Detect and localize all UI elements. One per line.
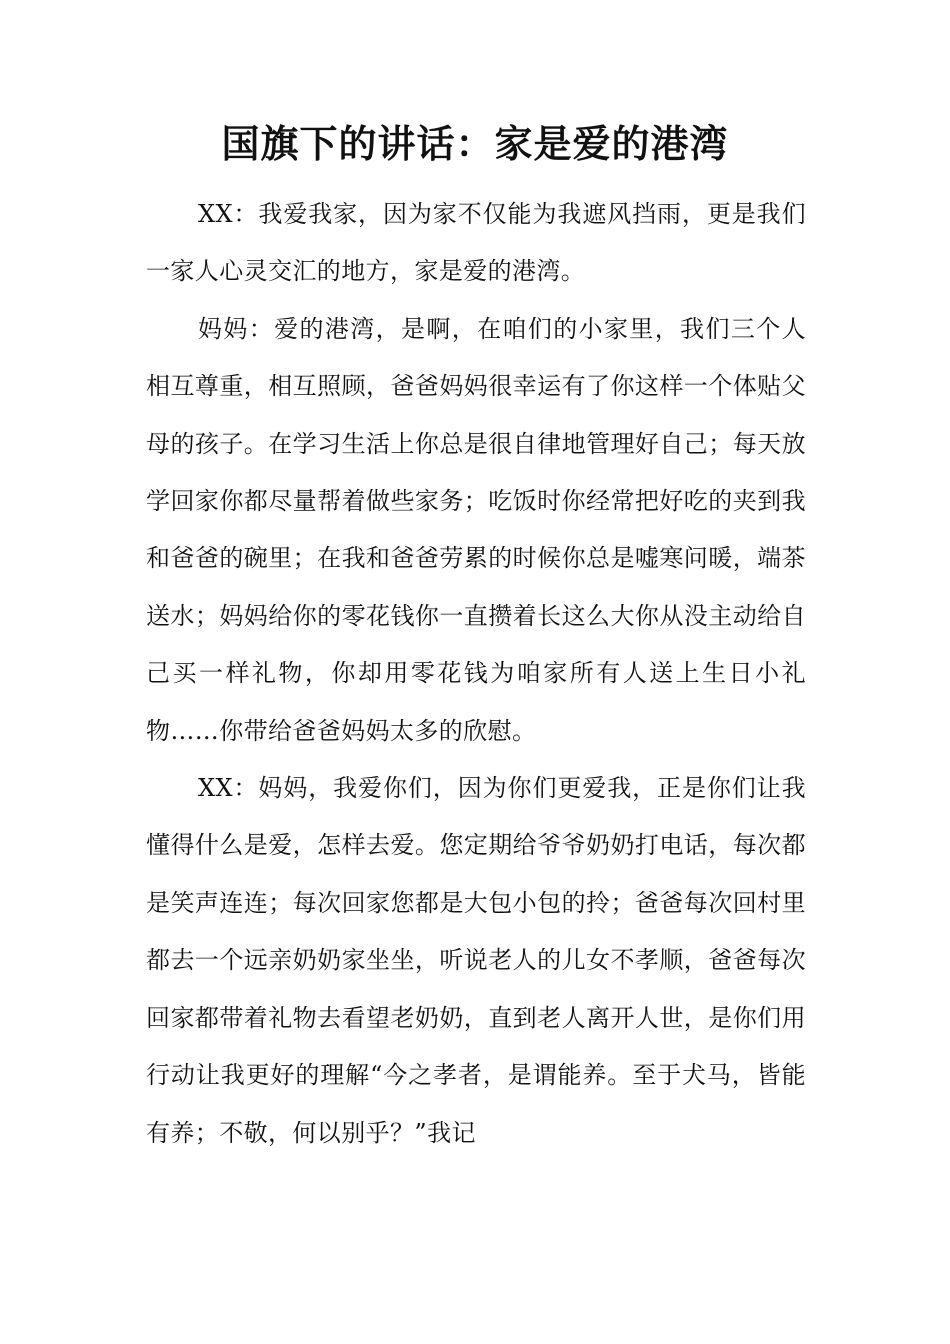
document-body	[146, 186, 806, 1162]
paragraph: XX：妈妈，我爱你们，因为你们更爱我，正是你们让我懂得什么是爱，怎样去爱。您定期给爷爷奶奶打电话，每次都是笑声连连；每次回家您都是大包小包的拎；爸爸每次回村里都去一个远亲奶奶家坐坐，听说老人的儿女不孝顺，爸爸每次回家都带着礼物去看望老奶奶，直到老人离开人世，是你们用行动让我更好的理解“今之孝者，是谓能养。至于犬马，皆能有养；不敬，何以别乎？”我记	[146, 774, 806, 1147]
document-title: 国旗下的讲话：家是爱的港湾	[221, 122, 729, 166]
paragraph: 妈妈：爱的港湾，是啊，在咱们的小家里，我们三个人相互尊重，相互照顾，爸爸妈妈很幸运有了你这样一个体贴父母的孩子。在学习生活上你总是很自律地管理好自己；每天放学回家你都尽量帮着做些家务；吃饭时你经常把好吃的夹到我和爸爸的碗里；在我和爸爸劳累的时候你总是嘘寒问暖，端茶送水；妈妈给你的零花钱你一直攒着长这么大你从没主动给自己买一样礼物，你却用零花钱为咱家所有人送上生日小礼物……你带给爸爸妈妈太多的欣慰。	[146, 314, 806, 745]
paragraph: XX：我爱我家，因为家不仅能为我遮风挡雨，更是我们一家人心灵交汇的地方，家是爱的港湾。	[146, 200, 806, 286]
